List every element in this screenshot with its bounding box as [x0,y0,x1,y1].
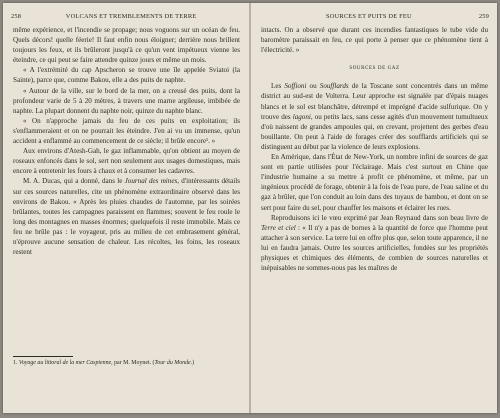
book-spread [3,3,497,413]
paragraph: M. A. Ducas, qui a donné, dans le Journal des mines, d'intéressants détails sur ces sources naturelles, cite un phénomène extraordinaire observé dans les environs de Bakou. « Après les pluies chaudes de l'automne, par les soirées brûlantes, toutes les campagnes paraissent en flammes; souvent le feu roule le long des montagnes en masses énormes; quelquefois il reste immobile. Mais ce feu ne brûle pas : le voyageur, pris au milieu de cet embrasement général, n'éprouve aucune sensation de chaleur. Les récoltes, les foins, les roseaux restent [13,177,240,257]
page-number: 259 [478,13,489,20]
paragraph: « A l'extrémité du cap Apscheron se trouve une île appelée Sviatoi (la Sainte), parce que, comme Bakou, elle a des puits de naphte. [13,66,240,85]
running-title: VOLCANS ET TREMBLEMENTS DE TERRE [65,13,197,20]
paragraph: « On n'approche jamais du feu de ces puits en exploitation; ils s'enflammeraient et on ne pourrait les éteindre. J'en ai vu un immense, qu'un accident a enflammé au commencement de ce siècle; il brûle encore¹. » [13,116,240,146]
paragraph: Les Soffioni ou Soufflards de la Toscane sont concentrés dans un même district au sud-est de Volterra. Leur approche est signalée par d'épais nuages blancs et le sol est blanchâtre, détrempé et imprégné d'acide sulfurique. On y trouve des lagoni, ou petits lacs, sans cesse agités d'un mouvement tumultueux d'où naissent de grandes ampoules qui, en crevant, projettent des gerbes d'eau bouillante. On peut à l'aide de forages créer des soufflards artificiels qui se distinguent au début par la violence de leurs explosions. [261,82,488,151]
paragraph: même expérience, et l'incendie se propage; nous voguons sur un océan de feu. Quels décors! quelle féerie! Il faut enfin nous éloigner; derrière nous brillent toujours les feux, et ils brûleront jusqu'à ce qu'un vent impétueux vienne les éteindre, ce qui peut se faire attendre quinze jours et même un mois. [13,26,240,65]
paragraph: « Autour de la ville, sur le bord de la mer, on a creusé des puits, dont la profondeur varie de 5 à 20 mètres, à travers une marne argileuse, imbibée de naphte. La plupart donnent du naphte noir, quinze du naphte blanc. [13,86,240,115]
paragraph: Aux environs d'Atesh-Gah, le gaz inflammable, qu'on obtient au moyen de roseaux enfoncés dans le sol, sert non seulement aux usages domestiques, mais encore à entretenir les fours à chaux et à consumer les cadavres. [13,147,240,176]
right-page-body [261,25,488,273]
left-page-header [11,13,241,20]
left-page [3,3,249,413]
footnote-rule [13,356,73,357]
paragraph: intacts. On a observé que durant ces incendies fantastiques le tube vide du baromètre paraissait en feu, ce qui porte à penser que ce phénomène tient à l'électricité. » [261,26,488,55]
paragraph: Reproduisons ici le vœu exprimé par Jean Reynaud dans son beau livre de Terre et ciel : « Il n'y a pas de bornes à la quantité de force que l'homme peut attacher à son service. La terre lui en offre plus que, selon toute apparence, il ne lui en faudra jamais. Outre les sources artificielles, fondées sur les propriétés physiques et chimiques des éléments, de combien de sources naturelles et inépuisables ne sommes-nous pas les maîtres de [261,213,488,273]
paragraph: En Amérique, dans l'État de New-York, un nombre infini de sources de gaz sont en partie utilisées pour l'éclairage. Mais c'est surtout en Chine que l'industrie humaine a su mettre à profit ce phénomène, et même, par un ingénieux procédé de forage, obtenir à la fois de l'eau pure, de l'eau saline et du gaz à brûler, que l'on conduit au loin dans des tuyaux de bambou, et dont on se sert pour faire du sel, pour chauffer les maisons et éclairer les rues. [261,153,488,212]
right-page [251,3,497,413]
page-number: 258 [11,13,22,20]
footnote: 1. Voyage au littoral de la mer Caspienne, par M. Moynet. (Tour du Monde.) [13,360,195,366]
left-page-body [13,25,240,257]
running-title: SOURCES ET PUITS DE FEU [326,13,412,20]
section-heading: SOURCES DE GAZ [349,66,400,72]
right-page-header [259,13,489,20]
